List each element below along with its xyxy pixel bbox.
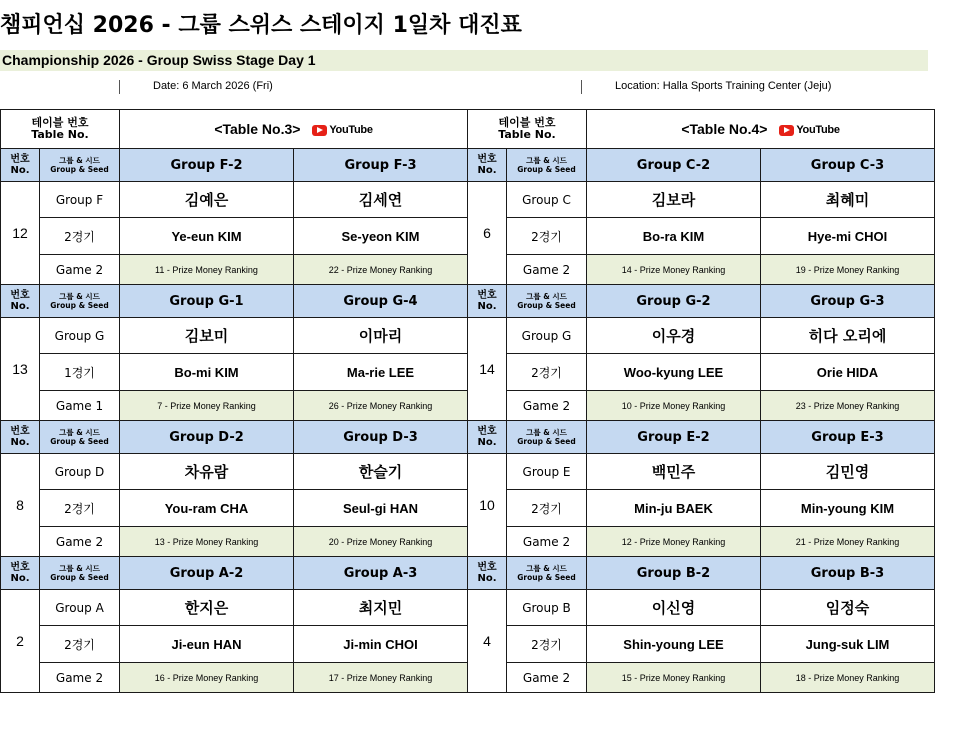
match-number: 2: [1, 590, 40, 693]
no-label-en: No.: [477, 301, 497, 312]
player-1-name-en: Woo-kyung LEE: [587, 354, 761, 391]
player-1-name-ko: 한지은: [120, 590, 294, 626]
game-label: Game 2: [507, 527, 587, 557]
match-number: 4: [468, 590, 507, 693]
player-1-name-ko: 이신영: [587, 590, 761, 626]
player-1-ranking: 11 - Prize Money Ranking: [120, 255, 294, 285]
seed-label-ko: 그룹 & 시드: [59, 428, 100, 437]
game-label: Game 2: [507, 663, 587, 693]
table-name: <Table No.4>: [681, 121, 768, 137]
player-1-seed: Group B-2: [587, 557, 761, 590]
player-1-ranking: 16 - Prize Money Ranking: [120, 663, 294, 693]
player-1-name-ko: 백민주: [587, 454, 761, 490]
youtube-icon: [312, 125, 327, 136]
table-no-label-en: Table No.: [31, 128, 89, 141]
divider: [119, 80, 120, 94]
player-1-name-en: Bo-mi KIM: [120, 354, 294, 391]
match-number: 14: [468, 318, 507, 421]
seed-column-label: [507, 149, 587, 182]
player-2-ranking: 26 - Prize Money Ranking: [294, 391, 468, 421]
seed-label-en: Group & Seed: [517, 301, 576, 310]
player-2-ranking: 23 - Prize Money Ranking: [761, 391, 935, 421]
player-2-seed: Group B-3: [761, 557, 935, 590]
player-1-seed: Group C-2: [587, 149, 761, 182]
player-2-seed: Group D-3: [294, 421, 468, 454]
player-1-name-en: Bo-ra KIM: [587, 218, 761, 255]
group-name: Group D: [40, 454, 120, 490]
seed-column-label: [507, 421, 587, 454]
seed-column-label: [507, 285, 587, 318]
player-2-ranking: 19 - Prize Money Ranking: [761, 255, 935, 285]
player-2-ranking: 18 - Prize Money Ranking: [761, 663, 935, 693]
player-2-name-ko: 최혜미: [761, 182, 935, 218]
group-name: Group G: [507, 318, 587, 354]
player-2-name-ko: 임정숙: [761, 590, 935, 626]
divider: [581, 80, 582, 94]
match-number: 13: [1, 318, 40, 421]
no-label-ko: 번호: [477, 562, 497, 573]
group-name: Group G: [40, 318, 120, 354]
no-label-en: No.: [10, 301, 30, 312]
player-2-seed: Group F-3: [294, 149, 468, 182]
player-1-name-en: Ji-eun HAN: [120, 626, 294, 663]
player-2-name-ko: 최지민: [294, 590, 468, 626]
group-name: Group F: [40, 182, 120, 218]
no-column-label: [468, 149, 507, 182]
table-no-header: [1, 110, 120, 149]
seed-label-en: Group & Seed: [517, 165, 576, 174]
player-2-name-ko: 김세연: [294, 182, 468, 218]
player-1-seed: Group F-2: [120, 149, 294, 182]
no-column-label: [468, 557, 507, 590]
player-2-seed: Group E-3: [761, 421, 935, 454]
seed-label-ko: 그룹 & 시드: [526, 156, 567, 165]
no-label-en: No.: [477, 573, 497, 584]
player-1-ranking: 10 - Prize Money Ranking: [587, 391, 761, 421]
group-name: Group A: [40, 590, 120, 626]
seed-column-label: [40, 421, 120, 454]
no-column-label: [468, 285, 507, 318]
game-label: Game 2: [507, 255, 587, 285]
seed-column-label: [40, 557, 120, 590]
no-label-en: No.: [477, 165, 497, 176]
group-name: Group B: [507, 590, 587, 626]
game-label: Game 2: [507, 391, 587, 421]
player-2-ranking: 22 - Prize Money Ranking: [294, 255, 468, 285]
player-1-name-ko: 김보라: [587, 182, 761, 218]
no-label-en: No.: [10, 573, 30, 584]
youtube-label: YouTube: [329, 124, 373, 137]
no-label-en: No.: [477, 437, 497, 448]
no-column-label: [1, 421, 40, 454]
player-1-ranking: 12 - Prize Money Ranking: [587, 527, 761, 557]
youtube-icon: [779, 125, 794, 136]
group-name: Group C: [507, 182, 587, 218]
no-label-ko: 번호: [10, 426, 30, 437]
seed-column-label: [40, 285, 120, 318]
no-label-en: No.: [10, 437, 30, 448]
table-no-header: [468, 110, 587, 149]
player-2-ranking: 20 - Prize Money Ranking: [294, 527, 468, 557]
event-date: Date: 6 March 2026 (Fri): [153, 80, 273, 92]
round-ko: 2경기: [507, 626, 587, 663]
match-row: [1, 454, 935, 490]
youtube-link[interactable]: [779, 124, 839, 136]
seed-label-ko: 그룹 & 시드: [59, 156, 100, 165]
seed-label-en: Group & Seed: [50, 437, 109, 446]
round-ko: 2경기: [40, 490, 120, 527]
player-1-seed: Group A-2: [120, 557, 294, 590]
player-2-seed: Group C-3: [761, 149, 935, 182]
player-1-name-en: Min-ju BAEK: [587, 490, 761, 527]
no-label-ko: 번호: [477, 426, 497, 437]
seed-label-ko: 그룹 & 시드: [526, 292, 567, 301]
player-1-ranking: 7 - Prize Money Ranking: [120, 391, 294, 421]
no-label-ko: 번호: [10, 290, 30, 301]
seed-label-en: Group & Seed: [517, 437, 576, 446]
round-ko: 2경기: [507, 218, 587, 255]
game-label: Game 1: [40, 391, 120, 421]
seed-label-en: Group & Seed: [517, 573, 576, 582]
player-2-name-en: Seul-gi HAN: [294, 490, 468, 527]
player-2-name-en: Se-yeon KIM: [294, 218, 468, 255]
round-ko: 2경기: [507, 490, 587, 527]
match-row: [1, 318, 935, 354]
seed-label-en: Group & Seed: [50, 573, 109, 582]
table-header-row: [1, 110, 935, 149]
seed-label-ko: 그룹 & 시드: [59, 292, 100, 301]
player-2-name-en: Min-young KIM: [761, 490, 935, 527]
group-name: Group E: [507, 454, 587, 490]
seed-label-en: Group & Seed: [50, 301, 109, 310]
player-2-name-en: Ji-min CHOI: [294, 626, 468, 663]
no-column-label: [468, 421, 507, 454]
player-1-ranking: 14 - Prize Money Ranking: [587, 255, 761, 285]
player-1-name-ko: 김보미: [120, 318, 294, 354]
player-2-seed: Group G-3: [761, 285, 935, 318]
player-1-name-en: Shin-young LEE: [587, 626, 761, 663]
no-label-en: No.: [10, 165, 30, 176]
group-header-row: [1, 557, 935, 590]
player-2-name-ko: 김민영: [761, 454, 935, 490]
seed-column-label: [507, 557, 587, 590]
seed-label-ko: 그룹 & 시드: [526, 564, 567, 573]
match-row: [1, 182, 935, 218]
player-2-ranking: 21 - Prize Money Ranking: [761, 527, 935, 557]
seed-column-label: [40, 149, 120, 182]
round-ko: 2경기: [40, 626, 120, 663]
table-name: <Table No.3>: [214, 121, 301, 137]
table-4-header: [587, 110, 935, 149]
no-label-ko: 번호: [477, 290, 497, 301]
group-header-row: [1, 421, 935, 454]
table-3-header: [120, 110, 468, 149]
player-2-name-en: Jung-suk LIM: [761, 626, 935, 663]
player-1-name-ko: 김예은: [120, 182, 294, 218]
player-1-name-en: Ye-eun KIM: [120, 218, 294, 255]
match-number: 10: [468, 454, 507, 557]
group-header-row: [1, 149, 935, 182]
page-subtitle: Championship 2026 - Group Swiss Stage Day 1: [2, 52, 316, 68]
youtube-label: YouTube: [796, 124, 840, 137]
player-1-seed: Group G-2: [587, 285, 761, 318]
player-2-seed: Group A-3: [294, 557, 468, 590]
player-2-name-en: Ma-rie LEE: [294, 354, 468, 391]
schedule-table: [0, 109, 935, 693]
group-header-row: [1, 285, 935, 318]
table-no-label-ko: 테이블 번호: [498, 116, 556, 129]
table-no-label-en: Table No.: [498, 128, 556, 141]
player-1-name-ko: 차유람: [120, 454, 294, 490]
player-2-name-en: Hye-mi CHOI: [761, 218, 935, 255]
game-label: Game 2: [40, 527, 120, 557]
no-label-ko: 번호: [10, 562, 30, 573]
player-1-name-ko: 이우경: [587, 318, 761, 354]
youtube-link[interactable]: [312, 124, 372, 136]
no-label-ko: 번호: [10, 154, 30, 165]
no-column-label: [1, 557, 40, 590]
player-1-ranking: 15 - Prize Money Ranking: [587, 663, 761, 693]
round-ko: 2경기: [507, 354, 587, 391]
round-ko: 2경기: [40, 218, 120, 255]
no-label-ko: 번호: [477, 154, 497, 165]
player-1-seed: Group E-2: [587, 421, 761, 454]
player-2-name-ko: 히다 오리에: [761, 318, 935, 354]
seed-label-ko: 그룹 & 시드: [526, 428, 567, 437]
round-ko: 1경기: [40, 354, 120, 391]
no-column-label: [1, 285, 40, 318]
event-location: Location: Halla Sports Training Center (Jeju): [615, 80, 832, 92]
game-label: Game 2: [40, 255, 120, 285]
player-2-name-ko: 한슬기: [294, 454, 468, 490]
player-1-seed: Group G-1: [120, 285, 294, 318]
subtitle-bar: [0, 50, 928, 71]
player-1-ranking: 13 - Prize Money Ranking: [120, 527, 294, 557]
match-number: 8: [1, 454, 40, 557]
game-label: Game 2: [40, 663, 120, 693]
player-2-seed: Group G-4: [294, 285, 468, 318]
player-2-name-ko: 이마리: [294, 318, 468, 354]
match-number: 12: [1, 182, 40, 285]
seed-label-en: Group & Seed: [50, 165, 109, 174]
page-title: 챔피언십 2026 - 그룹 스위스 스테이지 1일차 대진표: [0, 13, 522, 38]
player-2-ranking: 17 - Prize Money Ranking: [294, 663, 468, 693]
match-number: 6: [468, 182, 507, 285]
player-2-name-en: Orie HIDA: [761, 354, 935, 391]
match-row: [1, 590, 935, 626]
table-no-label-ko: 테이블 번호: [31, 116, 89, 129]
player-1-name-en: You-ram CHA: [120, 490, 294, 527]
seed-label-ko: 그룹 & 시드: [59, 564, 100, 573]
no-column-label: [1, 149, 40, 182]
player-1-seed: Group D-2: [120, 421, 294, 454]
